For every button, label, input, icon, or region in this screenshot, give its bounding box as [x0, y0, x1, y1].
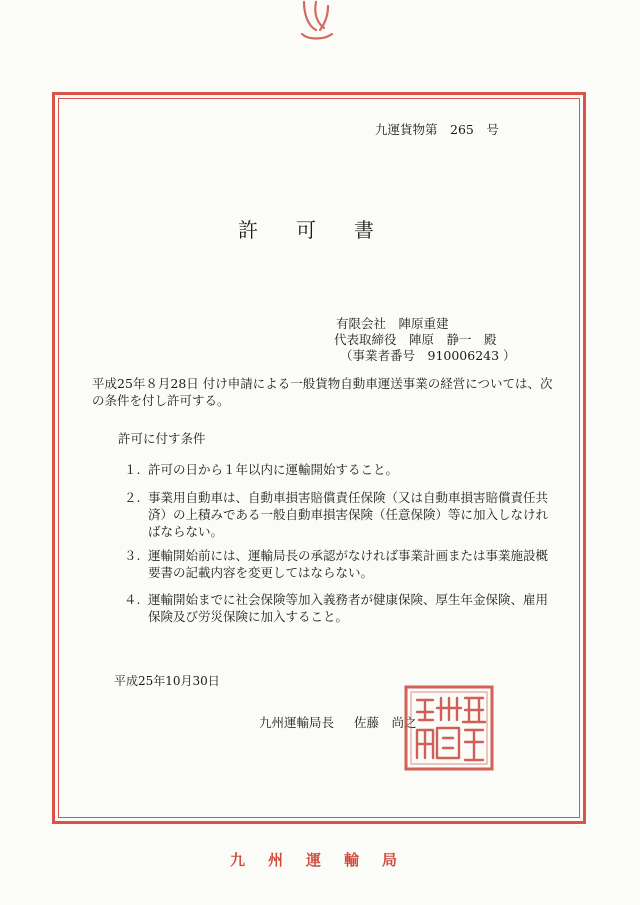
condition-item — [124, 547, 549, 581]
conditions-heading: 許可に付す条件 — [118, 431, 206, 446]
document-number: 九運貨物第 265 号 — [375, 122, 499, 137]
issuing-authority-footer: 九州運輸局 — [230, 851, 421, 869]
official-seal-icon — [403, 684, 495, 772]
recipient-business-number: （事業者番号 910006243 ） — [340, 348, 516, 363]
condition-text: 運輸開始前には、運輸局長の承認がなければ事業計画または事業施設概要書の記載内容を変更してはならない。 — [148, 548, 549, 580]
issuer-title: 九州運輸局長 — [259, 715, 335, 730]
issuer — [259, 715, 417, 731]
document-title: 許可書 — [238, 218, 412, 242]
issuer-name: 佐藤 尚之 — [354, 715, 417, 730]
issue-date: 平成25年10月30日 — [114, 674, 220, 688]
condition-number: ２. — [124, 490, 141, 505]
condition-number: １. — [124, 462, 141, 477]
document-frame-inner — [58, 98, 580, 818]
recipient-block — [336, 316, 516, 364]
red-seal-mark-icon — [294, 0, 338, 46]
condition-number: ３. — [124, 548, 141, 563]
recipient-representative: 代表取締役 陣原 静一 殿 — [334, 332, 497, 347]
condition-text: 運輸開始までに社会保険等加入義務者が健康保険、厚生年金保険、雇用保険及び労災保険に加入すること。 — [148, 592, 549, 624]
condition-number: ４. — [124, 592, 141, 607]
recipient-company: 有限会社 陣原重建 — [336, 316, 449, 331]
permission-statement: 平成25年８月28日 付け申請による一般貨物自動車運送事業の経営については、次の条件を付し許可する。 — [92, 376, 553, 408]
condition-text: 事業用自動車は、自動車損害賠償責任保険（又は自動車損害賠償責任共済）の上積みである一般自動車損害保険（任意保険）等に加入しなければならない。 — [148, 490, 549, 539]
condition-item — [124, 591, 549, 625]
condition-text: 許可の日から１年以内に運輸開始すること。 — [148, 462, 399, 477]
condition-item — [124, 489, 549, 540]
condition-item — [124, 461, 549, 478]
